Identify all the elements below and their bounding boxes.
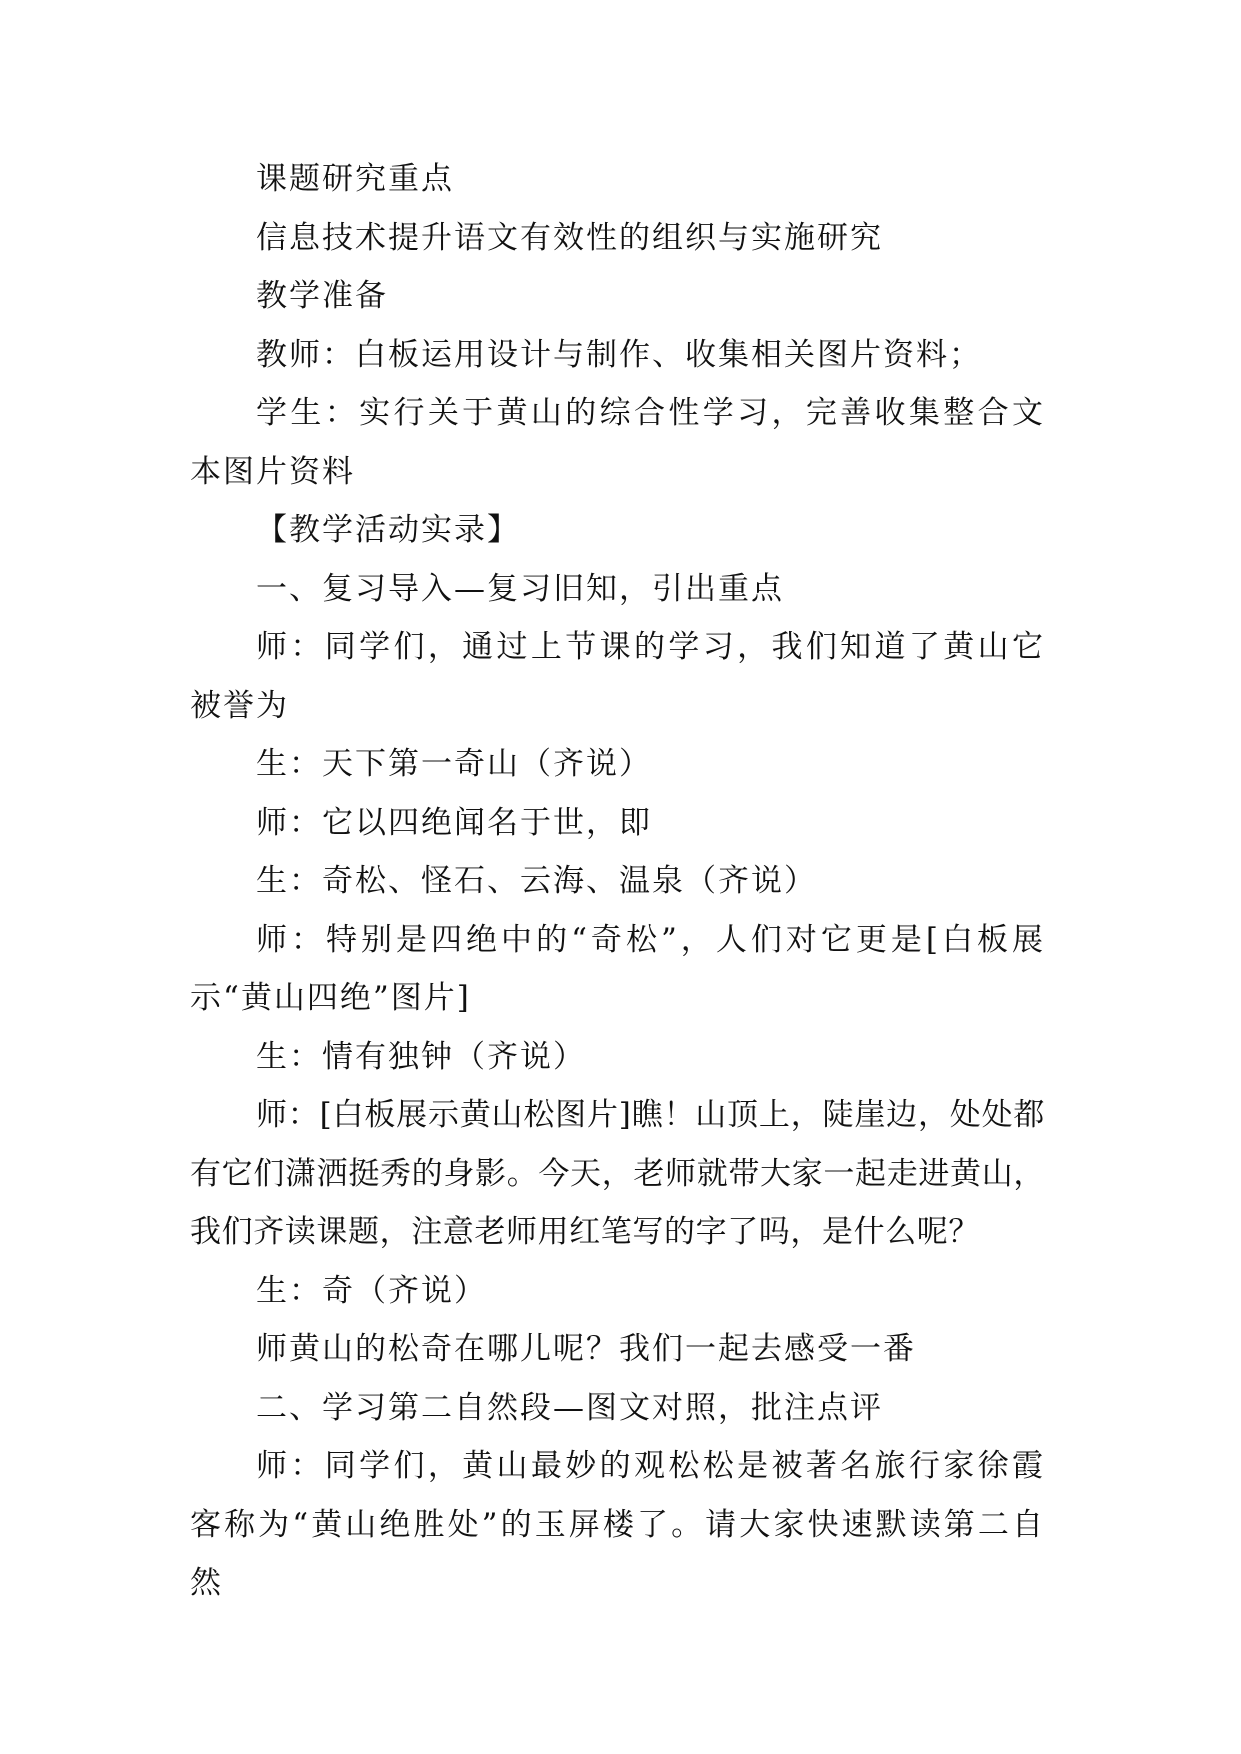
dialogue-line: 生：天下第一奇山（齐说） [256, 746, 652, 782]
dialogue-line: 师：同学们，黄山最妙的观松松是被著名旅行家徐霞客称为“黄山绝胜处”的玉屏楼了。请大家快速默读第二自然 [190, 1448, 1045, 1601]
research-focus-text: 信息技术提升语文有效性的组织与实施研究 [256, 219, 883, 256]
document-page [190, 150, 1045, 1613]
dialogue-line: 生：情有独钟（齐说） [256, 1038, 586, 1075]
dialogue-line: 生：奇（齐说） [256, 1272, 487, 1309]
teacher-prep-text: 教师：白板运用设计与制作、收集相关图片资料； [256, 336, 982, 373]
student-prep-text: 学生：实行关于黄山的综合性学习，完善收集整合文本图片资料 [190, 395, 1045, 490]
dialogue-line: 师：它以四绝闻名于世，即 [256, 804, 652, 841]
section-one-heading: 一、复习导入—复习旧知，引出重点 [256, 570, 784, 607]
heading-research-focus: 课题研究重点 [256, 161, 454, 197]
dialogue-line: 师：特别是四绝中的“奇松”，人们对它更是[白板展示“黄山四绝”图片] [190, 921, 1045, 1016]
heading-teaching-prep: 教学准备 [256, 278, 388, 314]
dialogue-line: 生：奇松、怪石、云海、温泉（齐说） [256, 863, 817, 899]
dialogue-line: 师黄山的松奇在哪儿呢？我们一起去感受一番 [256, 1331, 916, 1367]
dialogue-line: 师：[白板展示黄山松图片]瞧！山顶上，陡崖边，处处都有它们潇洒挺秀的身影。今天，老师就带大家一起走进黄山，我们齐读课题，注意老师用红笔写的字了吗，是什么呢？ [190, 1097, 1045, 1250]
dialogue-line: 师：同学们，通过上节课的学习，我们知道了黄山它被誉为 [190, 629, 1045, 724]
heading-activity-record: 【教学活动实录】 [256, 512, 520, 548]
section-two-heading: 二、学习第二自然段—图文对照，批注点评 [256, 1389, 883, 1426]
